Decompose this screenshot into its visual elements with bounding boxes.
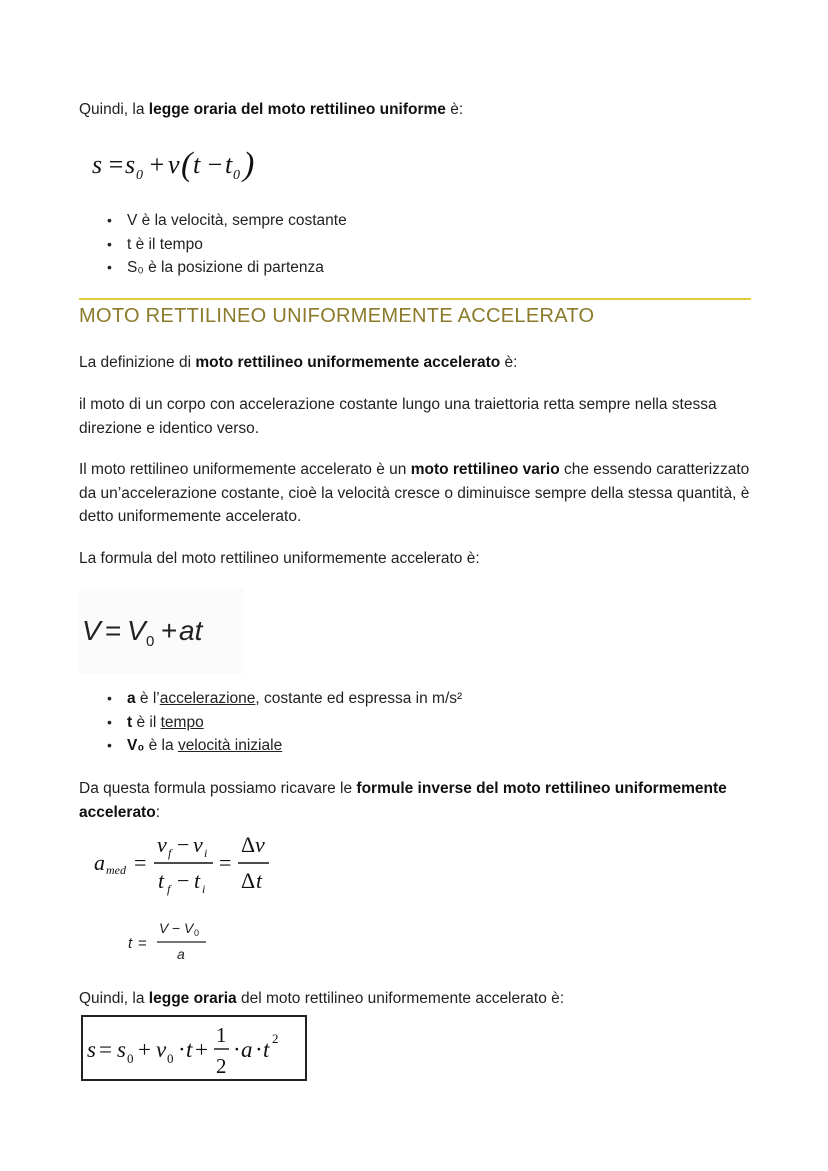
formula-average-acceleration [92, 830, 282, 900]
svg-text:−: − [172, 920, 181, 936]
formula-time [126, 914, 226, 968]
svg-text:i: i [204, 846, 208, 860]
svg-text:(: ( [181, 146, 193, 183]
formula-uniform-motion-svg [92, 143, 272, 189]
list-item [103, 734, 462, 758]
svg-text:=: = [107, 150, 125, 179]
svg-text:i: i [202, 882, 206, 896]
svg-text:V: V [159, 920, 169, 936]
svg-text:v: v [255, 832, 265, 857]
svg-text:+: + [161, 615, 178, 646]
list-item: • S₀ è la posizione di partenza [103, 256, 347, 280]
list-uniform-vars [103, 209, 347, 280]
svg-text:s: s [125, 150, 136, 179]
para5-suffix: del moto rettilineo uniformemente accelerato è: [236, 990, 565, 1007]
svg-text:f: f [168, 846, 172, 860]
svg-text:−: − [177, 868, 190, 893]
svg-text:=: = [105, 615, 122, 646]
svg-text:Δ: Δ [241, 832, 256, 857]
paragraph-definition-body: il moto di un corpo con accelerazione costante lungo una traiettoria retta sempre nella stessa direzione e identico verso. [79, 396, 717, 437]
link-tempo[interactable]: tempo [160, 713, 204, 731]
para4-bold: formule inverse del moto rettilineo uniformemente accelerato [79, 780, 727, 821]
definition-text [79, 351, 759, 375]
svg-text:=: = [134, 850, 147, 875]
def-suffix: è: [500, 354, 518, 371]
svg-text:0: 0 [194, 928, 200, 938]
svg-text:t: t [158, 868, 165, 893]
svg-text:0: 0 [136, 168, 143, 183]
svg-text:Δ: Δ [241, 868, 256, 893]
var-mid: è il [132, 713, 161, 731]
list-item: • t è il tempo [103, 233, 347, 257]
link-velocita-iniziale[interactable]: velocità iniziale [177, 737, 283, 754]
paragraph-description [79, 458, 759, 529]
paragraph-inverse-formulas [79, 777, 759, 824]
svg-text:0: 0 [146, 633, 155, 650]
svg-text:V: V [184, 920, 194, 936]
svg-text:s: s [117, 1037, 126, 1062]
para5-bold: legge oraria [148, 990, 237, 1007]
svg-text:=: = [138, 935, 147, 952]
list-item [103, 711, 462, 735]
svg-text:V: V [127, 615, 146, 646]
paragraph-law-intro [79, 987, 759, 1011]
intro-text [79, 98, 759, 122]
svg-text:v: v [156, 1037, 167, 1062]
formula-accelerated-law-box [81, 1015, 307, 1081]
intro-suffix: è: [445, 101, 464, 118]
var-name: t [127, 713, 133, 731]
def-prefix: La definizione di [79, 354, 196, 371]
svg-text:0: 0 [127, 1051, 134, 1066]
formula-uniform-motion [92, 143, 272, 200]
svg-text:med: med [106, 863, 126, 877]
svg-text:=: = [219, 850, 232, 875]
svg-text:v: v [168, 150, 180, 179]
var-name: a [127, 690, 136, 707]
svg-text:1: 1 [216, 1023, 227, 1047]
var-rest: , costante ed espressa in m/s² [255, 690, 463, 707]
svg-text:·: · [233, 1037, 241, 1062]
formula-velocity [79, 588, 244, 674]
svg-text:f: f [167, 882, 171, 896]
formula-accelerated-law-svg [83, 1017, 305, 1079]
svg-text:V: V [82, 615, 101, 646]
svg-text:0: 0 [233, 168, 240, 183]
svg-text:s: s [87, 1037, 96, 1062]
svg-text:at: at [179, 615, 203, 646]
svg-text:t: t [225, 150, 233, 179]
svg-text:·: · [255, 1037, 263, 1062]
var-mid: è l’ [135, 690, 160, 707]
svg-text:t: t [194, 868, 201, 893]
svg-text:v: v [193, 832, 203, 857]
svg-text:2: 2 [272, 1031, 279, 1046]
svg-text:s: s [92, 150, 103, 179]
svg-text:−: − [206, 150, 224, 179]
svg-text:a: a [241, 1037, 253, 1062]
para2-suffix: che essendo caratterizzato da un’accelerazione costante, cioè la velocità cresce o diminuisce sempre della stessa quantità, è detto uniformemente accelerato. [79, 461, 750, 525]
svg-text:): ) [243, 146, 255, 183]
svg-text:a: a [94, 850, 105, 875]
para2-bold: moto rettilineo vario [410, 461, 560, 478]
svg-text:t: t [263, 1037, 270, 1062]
intro-prefix: Quindi, la [79, 101, 149, 118]
svg-text:t: t [256, 868, 263, 893]
svg-text:=: = [99, 1037, 112, 1062]
svg-text:−: − [177, 832, 190, 857]
section-title: MOTO RETTILINEO UNIFORMEMENTE ACCELERATO [79, 305, 595, 327]
link-accelerazione[interactable]: accelerazione [159, 690, 256, 707]
svg-text:t: t [186, 1037, 193, 1062]
svg-text:v: v [157, 832, 167, 857]
svg-text:+: + [138, 1037, 151, 1062]
formula-average-acceleration-svg [92, 830, 282, 900]
var-name: V₀ [127, 737, 145, 754]
para2-prefix: Il moto rettilineo uniformemente accelerato è un [79, 461, 411, 478]
svg-text:t: t [128, 935, 133, 952]
intro-bold: legge oraria del moto rettilineo uniforme [148, 101, 446, 118]
svg-text:a: a [177, 946, 185, 962]
svg-text:+: + [148, 150, 166, 179]
para5-prefix: Quindi, la [79, 990, 149, 1007]
formula-velocity-svg [79, 588, 244, 674]
para4-suffix: : [155, 803, 161, 821]
svg-text:·: · [178, 1037, 186, 1062]
def-bold: moto rettilineo uniformemente accelerato [195, 354, 501, 371]
formula-time-svg [126, 914, 226, 968]
var-mid: è la [144, 737, 178, 754]
section-divider [79, 298, 751, 300]
svg-text:+: + [195, 1037, 208, 1062]
para4-prefix: Da questa formula possiamo ricavare le [79, 780, 357, 797]
svg-text:0: 0 [167, 1051, 174, 1066]
paragraph-formula-intro: La formula del moto rettilineo uniformemente accelerato è: [79, 550, 480, 567]
list-accel-vars [103, 687, 462, 758]
svg-text:t: t [193, 150, 201, 179]
svg-text:2: 2 [216, 1054, 227, 1078]
list-item: • V è la velocità, sempre costante [103, 209, 347, 233]
list-item [103, 687, 462, 711]
